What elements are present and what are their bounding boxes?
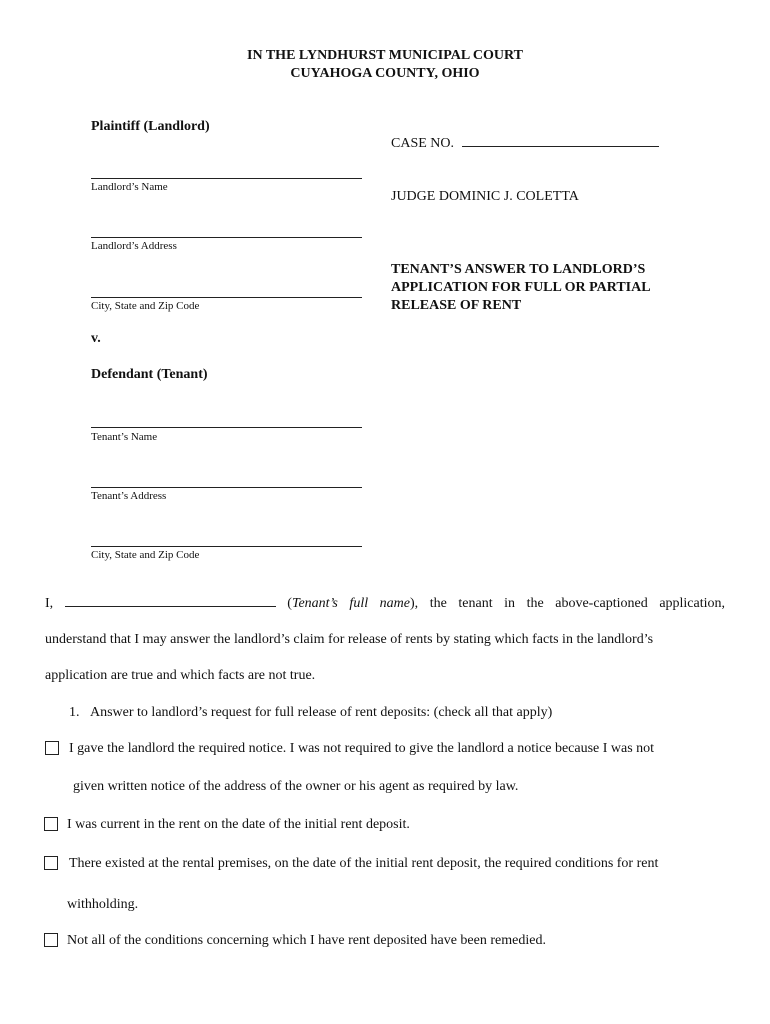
- case-number: [391, 136, 659, 152]
- defendant-heading: Defendant (Tenant): [91, 367, 208, 382]
- tenant-city-line[interactable]: [91, 546, 362, 547]
- landlord-address-label: Landlord’s Address: [91, 240, 177, 252]
- option-1-checkbox[interactable]: [45, 741, 59, 755]
- landlord-name-line[interactable]: [91, 178, 362, 179]
- court-name: IN THE LYNDHURST MUNICIPAL COURT: [247, 48, 523, 63]
- option-3-checkbox[interactable]: [44, 856, 58, 870]
- tenant-city-label: City, State and Zip Code: [91, 549, 200, 561]
- option-3-line-1: There existed at the rental premises, on the date of the initial rent deposit, the required conditions for rent: [69, 856, 659, 871]
- tenant-address-label: Tenant’s Address: [91, 490, 167, 502]
- section-1-heading: Answer to landlord’s request for full release of rent deposits: (check all that apply): [90, 705, 553, 720]
- judge-name: JUDGE DOMINIC J. COLETTA: [391, 189, 579, 204]
- option-2-checkbox[interactable]: [44, 817, 58, 831]
- landlord-name-label: Landlord’s Name: [91, 181, 168, 193]
- versus: v.: [91, 331, 101, 346]
- section-1-number: 1.: [69, 705, 80, 720]
- court-county: CUYAHOGA COUNTY, OHIO: [290, 66, 480, 81]
- option-1-line-2: given written notice of the address of the owner or his agent as required by law.: [73, 779, 519, 794]
- tenant-full-name-hint: Tenant’s full name: [291, 596, 410, 611]
- tenant-name-line[interactable]: [91, 427, 362, 428]
- intro-pronoun: I,: [45, 596, 54, 611]
- option-4-checkbox[interactable]: [44, 933, 58, 947]
- landlord-city-label: City, State and Zip Code: [91, 300, 200, 312]
- option-4-line-1: Not all of the conditions concerning which I have rent deposited have been remedied.: [67, 933, 546, 948]
- landlord-city-line[interactable]: [91, 297, 362, 298]
- tenant-name-label: Tenant’s Name: [91, 431, 158, 443]
- tenant-full-name-field[interactable]: [65, 606, 276, 607]
- option-2-line-1: I was current in the rent on the date of the initial rent deposit.: [67, 817, 410, 832]
- option-3-line-2: withholding.: [67, 897, 139, 912]
- intro-line-1: [45, 596, 725, 612]
- intro-paren-open: (: [287, 596, 292, 611]
- document-title-line-2: APPLICATION FOR FULL OR PARTIAL: [391, 280, 651, 295]
- document-title-line-3: RELEASE OF RENT: [391, 298, 522, 313]
- case-number-field[interactable]: [462, 146, 659, 147]
- tenant-address-line[interactable]: [91, 487, 362, 488]
- option-1-line-1: I gave the landlord the required notice. I was not required to give the landlord a notice because I was not: [69, 741, 655, 756]
- plaintiff-heading: Plaintiff (Landlord): [91, 119, 210, 134]
- case-number-label: CASE NO.: [391, 136, 455, 151]
- landlord-address-line[interactable]: [91, 237, 362, 238]
- intro-line-3: application are true and which facts are not true.: [45, 668, 316, 683]
- document-title: [391, 261, 651, 315]
- intro-line-2: understand that I may answer the landlord’s claim for release of rents by stating which facts in the landlord’s: [45, 632, 654, 647]
- intro-line-1-rest: ), the tenant in the above-captioned application,: [410, 596, 726, 611]
- document-title-line-1: TENANT’S ANSWER TO LANDLORD’S: [391, 262, 646, 277]
